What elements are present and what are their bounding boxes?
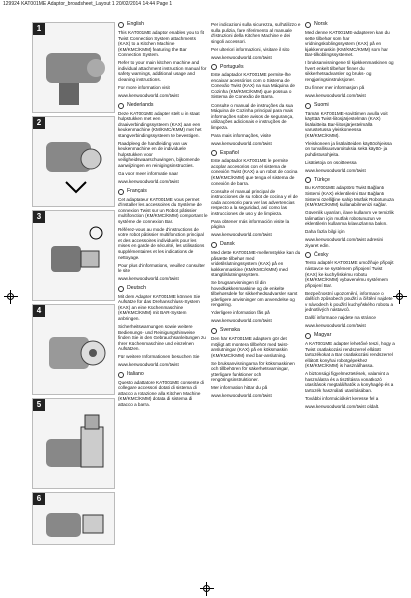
step-panel <box>32 116 115 207</box>
step-number: 3 <box>33 211 45 223</box>
text-column-1 <box>118 22 208 412</box>
language-name: Magyar <box>314 332 332 339</box>
language-section <box>211 328 301 399</box>
language-section <box>305 103 395 174</box>
website-link[interactable]: www.kenwoodworld.com/twist <box>211 318 272 324</box>
language-section <box>211 242 301 324</box>
paragraph: For more information visit <box>118 84 170 90</box>
website-link[interactable]: www.kenwoodworld.com/twist <box>118 179 179 185</box>
paragraph: Yleiskoneen ja lisälaitteiden käyttöohjeissa on turvallisuusvaroituksia sekä käyttö- ja puhdistusohjeita. <box>305 140 392 157</box>
step-panel <box>32 398 115 489</box>
paragraph: Pour plus d'informations, veuillez consulter le site <box>118 262 205 274</box>
paragraph: A biztonsági figyelmeztetések, valamint a használatra és a tisztításra vonatkozó utasítások megtalálhatók a konyhagép és a tartozék használati utasításában. <box>305 371 394 393</box>
flag-icon <box>305 333 311 339</box>
paragraph: Lisätietoja on osoitteessa <box>305 159 357 165</box>
flag-icon <box>118 189 124 195</box>
language-heading <box>305 103 395 109</box>
website-link[interactable]: www.kenwoodworld.com/twist <box>305 167 366 173</box>
text-column-3 <box>305 22 395 413</box>
language-section <box>305 22 395 99</box>
language-name: Italiano <box>127 371 144 378</box>
flag-icon <box>305 177 311 183</box>
language-name: Português <box>220 63 244 70</box>
website-link[interactable]: www.kenwoodworld.com/twist <box>211 54 272 60</box>
flag-icon <box>118 286 124 292</box>
removal-illustration <box>41 503 111 543</box>
paragraph: Yderligere information fås på <box>211 310 270 316</box>
paragraph: Consulte o manual de instruções da sua Máquina de Cozinha principal para mais informações sobre avisos de segurança, utilizações adicionais e instruções de limpeza. <box>211 102 294 130</box>
language-section <box>118 372 208 408</box>
paragraph: Mit dem Adapter KAT001ME können Sie Aufsätze für das Drehanschluss-System (KAX) an eine Küchenmaschine (KM/KMC/KMM) mit BAR-System anbringen. <box>118 293 201 321</box>
paragraph: Se brugsanvisningen til din hovedkøkkenmaskine og de enkelte tilbehørsdele for sikkerhedsadvarsler samt yderligere anvisninger om anvendelse og rengøring. <box>211 280 298 308</box>
language-section <box>118 189 208 282</box>
step-panel <box>32 210 115 301</box>
registration-mark-icon <box>4 290 18 304</box>
paragraph: Med dette KAT001ME-mellemstykke kan du påsætte tilbehør med vridetilslutningssystem (KAX) på en køkkenmaskine (KM/KMC/KMM) med stangtilslutningssystem. <box>211 249 301 278</box>
flag-icon <box>211 64 217 70</box>
flag-icon <box>118 103 124 109</box>
paragraph: This KAT001ME adaptor enables you to fit Twist Connection System attachments (KAX) to a Kitchen Machine (KM/KMC/KMM) featuring the Bar Connection System. <box>118 30 204 58</box>
website-link[interactable]: www.kenwoodworld.com/twist <box>118 92 179 98</box>
language-section <box>211 64 301 146</box>
language-name: Dansk <box>220 241 235 248</box>
language-section <box>211 22 301 60</box>
adaptor-illustration <box>41 127 111 202</box>
paragraph: Sicherheitswarnungen sowie weitere Bedienungs- und Reinigungshinweise finden Sie in den Gebrauchsanleitungen zu Ihrer Küchenmaschine und einzelnen Aufsätzen. <box>118 323 206 352</box>
flag-icon <box>118 22 124 28</box>
print-header: 129924 KAT001ME Adaptor_broadsheet_Layout 1 20/02/2014 14:44 Page 1 <box>3 1 173 7</box>
language-section <box>211 150 301 238</box>
flag-icon <box>211 242 217 248</box>
language-name: Nederlands <box>127 101 154 108</box>
language-heading <box>305 252 395 258</box>
language-name: Česky <box>314 251 329 258</box>
website-link[interactable]: www.kenwoodworld.com/twist <box>211 393 272 399</box>
language-name: Français <box>127 187 147 194</box>
kitchen-machine-illustration <box>41 33 111 108</box>
paragraph: Refer to your main kitchen machine and individual attachment instruction manual for safety warnings, additional usage and cleaning instructions. <box>118 60 207 82</box>
website-link[interactable]: www.kenwoodworld.com/twist adresini ziyaret edin. <box>305 237 384 248</box>
paragraph: Para obtener más información visite la página <box>211 218 290 230</box>
language-name: Norsk <box>314 21 328 28</box>
paragraph: Este adaptador KAT001ME permite-lhe encaixar acessórios com o Sistema de Conexão Twist (KAX) na sua Máquina de Cozinha (KM/KMC/KMM) que possua o Sistema de Conexão de Barra. <box>211 72 295 100</box>
language-name: Español <box>220 149 239 156</box>
paragraph: Per ulteriori informazioni, visitare il sito <box>211 46 290 52</box>
language-heading <box>211 150 301 156</box>
adaptor-insert-illustration <box>41 221 111 296</box>
paragraph: Für weitere Informationen besuchen Sie <box>118 354 200 360</box>
text-column-2 <box>211 22 301 403</box>
language-section <box>118 22 208 99</box>
paragraph: További információkért keresse fel a <box>305 395 379 401</box>
flag-icon <box>305 103 311 109</box>
language-name: Suomi <box>314 101 329 108</box>
paragraph: Raadpleeg de handleiding van uw keukenmachine en de individuele hulpstukken voor veiligheidswaarschuwingen, bijkomende aanwijzingen en reinigingsinstructies. <box>118 140 200 168</box>
paragraph: Ga voor meer informatie naar <box>118 170 178 176</box>
step-number: 1 <box>33 23 45 35</box>
language-heading <box>118 103 208 109</box>
language-section <box>305 252 395 329</box>
language-section <box>305 177 395 248</box>
paragraph: Tento adaptér KAT001ME umožňuje připojit nástavce se systémem připojení Twist (KAX) ke kuchyňskému robotu (KM/KMC/KMM) vybavenému systémem připojení Bar. <box>305 260 394 288</box>
website-link[interactable]: www.kenwoodworld.com/twist <box>305 323 366 329</box>
paragraph: Daha fazla bilgi için <box>305 229 345 235</box>
paragraph: Consulte el manual principal de instrucciones de su robot de cocina y el de cada accesorio para ver las advertencias respecto a la seguridad, así como las instrucciones de uso y de limpieza. <box>211 188 298 216</box>
language-heading <box>211 64 301 70</box>
step-panel <box>32 492 115 545</box>
paragraph: Další informace najdete na stránce <box>305 315 376 321</box>
flag-icon <box>211 328 217 334</box>
step-panel <box>32 304 115 395</box>
paragraph: Med denne KAT001ME-adapteren kan du sette tilbehør som har vridningskoblingssystem (KAX) på en kjøkkenmaskin (KM/KMC/KMM) som har Bar-tilkoblingssystemet. <box>305 30 390 58</box>
paragraph: Per indicazioni sulla sicurezza, sull'utilizzo e sulla pulizia, fare riferimento al manuale d'istruzioni della Kitchen Machine e dei singoli accessori. <box>211 22 301 44</box>
paragraph: Se bruksanvisningarna för köksmaskinen och tillbehören för säkerhetsvarningar, ytterligare funktioner och rengöringsinstruktioner. <box>211 360 295 383</box>
attachment-illustration <box>41 315 111 390</box>
language-name: English <box>127 21 145 28</box>
paragraph: Para mais informações, visite <box>211 132 271 138</box>
language-name: Türkçe <box>314 176 330 183</box>
paragraph: Bezpečnostní upozornění, informace o dalších způsobech použití a čištění najdete v návodech k použití kuchyňského robotu a jednotlivých nástavců. <box>305 290 394 313</box>
step-number: 2 <box>33 117 45 129</box>
language-section <box>118 103 208 185</box>
language-heading <box>211 242 301 248</box>
language-heading <box>118 189 208 195</box>
step-number: 4 <box>33 305 45 317</box>
language-heading <box>305 177 395 183</box>
paragraph: Güvenlik uyarıları, ilave kullanım ve temizlik talimatları için mutfak robotunuzun ve eklentilerin kullanma kılavuzlarına bakın. <box>305 210 394 227</box>
paragraph: Den här KAT001ME adaptern gör det möjligt att montera tillbehör med twist-anslutningar (KAX) på en köksmaskin (KM/KMC/KMM) med bar-anslutning. <box>211 336 289 358</box>
paragraph: A KAT001ME adapter lehetővé teszi, hogy a Twist csatlakozási rendszerrel ellátott tartozékokat a Bar csatlakozási rendszerrel ellátott konyhai robotgépekhez (KM/KMC/KMM) is használhassa. <box>305 340 395 369</box>
language-heading <box>118 22 208 28</box>
language-heading <box>305 333 395 339</box>
paragraph: Questo adattatore KAT001ME consente di collegare accessori dotati di sistema di attacco a rotazione alla Kitchen Machine (KM/KMC/KMM) dotata di sistema di attacco a barra. <box>118 379 204 407</box>
language-name: Svenska <box>220 327 240 334</box>
paragraph: Tämän KAT001ME-sovittimen avulla voit käyttää Twist-liitosjärjestelmän (KAX) lisälaitteita Bar-liitosjärjestelmällä varustetussa yleiskoneessa (KM/KMC/KMM). <box>305 110 388 138</box>
website-link[interactable]: www.kenwoodworld.com/twist oldalt. <box>305 403 380 409</box>
paragraph: Référez-vous au mode d'instructions de votre robot pâtissier multifonction principal et des accessoires individuels pour les mises en garde de sécurité, les utilisations supplémentaires et les indications de nettoyage. <box>118 226 205 260</box>
language-section <box>118 286 208 368</box>
illustration-column <box>32 22 115 548</box>
step-number: 5 <box>33 399 45 411</box>
flag-icon <box>211 150 217 156</box>
language-name: Deutsch <box>127 284 147 291</box>
paragraph: Cet adaptateur KAT001ME vous permet d'installer les accessoires du Système de connexion Twist sur un Robot pâtissier multifonction (KM/KMC/KMM) comportant le système de connexion Bar. <box>118 196 208 224</box>
language-heading <box>211 328 301 334</box>
registration-mark-icon <box>200 582 214 596</box>
registration-mark-icon <box>393 290 407 304</box>
language-section <box>305 333 395 410</box>
flag-icon <box>305 22 311 28</box>
website-link[interactable]: www.kenwoodworld.com/twist <box>118 276 179 282</box>
language-heading <box>118 286 208 292</box>
paragraph: Du finner mer informasjon på <box>305 84 365 90</box>
paragraph: Este adaptador KAT001ME le permite acoplar accesorios con el sistema de conexión Twist (KAX) a un robot de cocina (KM/KMC/KMM) que tenga el sistema de conexión de barra. <box>211 158 298 186</box>
step-number: 6 <box>33 493 45 505</box>
website-link[interactable]: www.kenwoodworld.com/twist <box>118 362 179 368</box>
paragraph: I bruksanvisningene til kjøkkenmaskinen og hvert enkelt tilbehør finner du sikkerhetsadvarsler og bruks- og rengjøringsinstruksjoner. <box>305 60 394 82</box>
website-link[interactable]: www.kenwoodworld.com/twist <box>305 92 366 98</box>
flag-icon <box>305 252 311 258</box>
paragraph: Deze KAT001ME adapter stelt u in staat hulpstukken met een draaiverbindingssysteem (KAX) aan een keukenmachine (KM/KMC/KMM) met het stangverbindingssysteem te bevestigen. <box>118 110 202 138</box>
flag-icon <box>118 372 124 378</box>
mincer-illustration <box>41 409 111 484</box>
paragraph: Bu KAT001ME adaptörü Twist Bağlantı Sistemi (KAX) eklentilerini Bar Bağlantı Sistemi özelliğine sahip Mutfak Robotunuza (KM/KMC/KMM) kullanabilmenizi sağlar. <box>305 185 394 208</box>
paragraph: Mer information hittar du på <box>211 385 268 391</box>
step-panel <box>32 22 115 113</box>
language-heading <box>118 372 208 378</box>
language-heading <box>305 22 395 28</box>
website-link[interactable]: www.kenwoodworld.com/twist <box>211 232 272 238</box>
website-link[interactable]: www.kenwoodworld.com/twist <box>211 140 272 146</box>
